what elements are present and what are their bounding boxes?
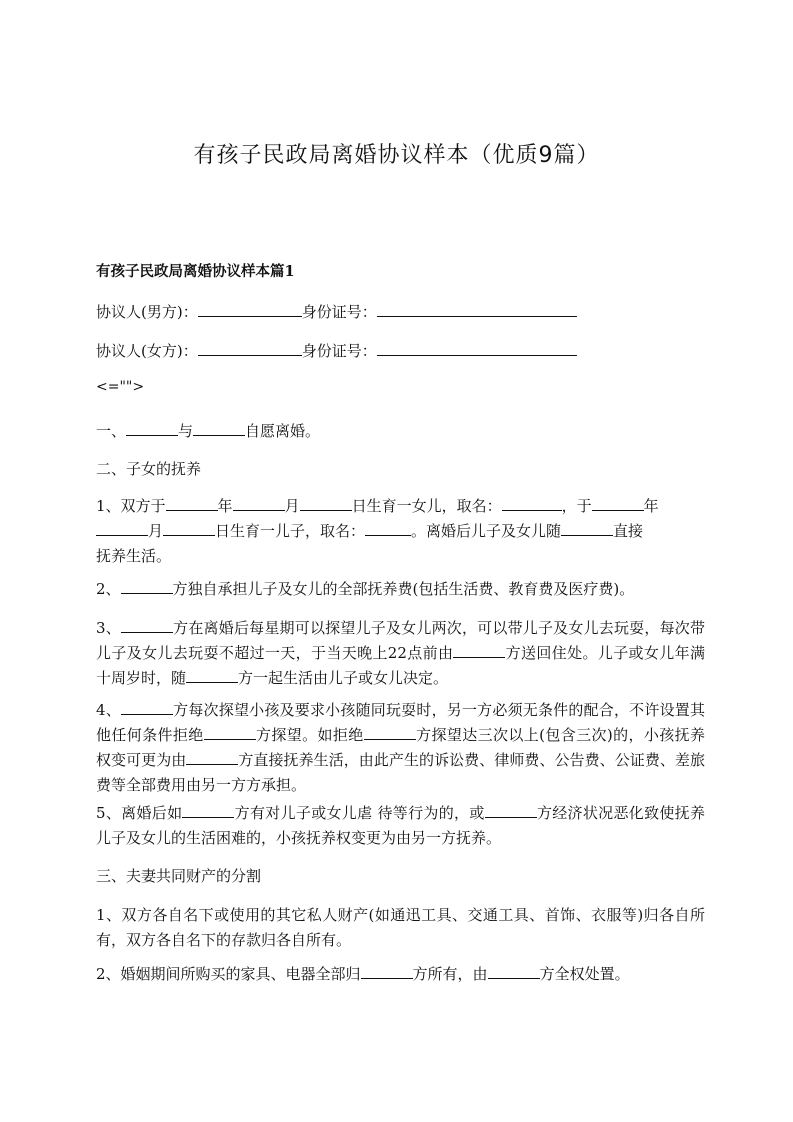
- stray-text: <="">: [96, 379, 145, 395]
- text-run: 方直接抚养生活，由此产生的诉讼费、律师费、公告费、公证费、差旅费等全部费用由另一方方承担。: [96, 751, 705, 794]
- text-run: ，于: [561, 497, 592, 515]
- fill-in-blank: [126, 421, 178, 436]
- text-run: 身份证号：: [301, 303, 377, 321]
- fill-in-blank: [121, 700, 173, 715]
- text-run: 5、离婚后如: [96, 804, 183, 822]
- text-run: 。离婚后儿子及女儿随: [411, 522, 562, 540]
- paragraph-1: [96, 494, 705, 569]
- fill-in-blank: [488, 964, 540, 979]
- paragraph-5: [96, 801, 705, 851]
- fill-in-blank: [361, 964, 413, 979]
- section-title: 有孩子民政局离婚协议样本篇1: [96, 263, 295, 280]
- text-run: 年: [217, 497, 233, 515]
- text-run: 方全权处置。: [539, 965, 630, 983]
- fill-in-blank: [166, 496, 218, 511]
- fill-in-blank: [300, 496, 352, 511]
- heading-2: 二、子女的抚养: [96, 460, 202, 478]
- text-run: 自愿离婚。: [245, 422, 321, 440]
- fill-in-blank: [233, 496, 285, 511]
- paragraph-3: [96, 616, 705, 691]
- text-run: 协议人(女方)：: [96, 342, 198, 360]
- female-id-blank: [377, 341, 577, 356]
- male-party-line: [96, 300, 705, 325]
- text-run: 直接: [613, 522, 644, 540]
- fill-in-blank: [163, 521, 215, 536]
- text-run: 方探望达三次以上(包含三次)的，小孩抚养权变可更为由: [96, 726, 705, 769]
- text-run: 方有对儿子或女儿虐 待等行为的，或: [234, 804, 485, 822]
- fill-in-blank: [502, 496, 562, 511]
- fill-in-blank: [182, 803, 234, 818]
- female-party-line: [96, 339, 705, 364]
- document-title: 有孩子民政局离婚协议样本（优质9篇）: [193, 143, 600, 168]
- text-run: 方探望。如拒绝: [255, 726, 364, 744]
- text-run: 协议人(男方)：: [96, 303, 198, 321]
- paragraph-6: 1、双方各自名下或使用的其它私人财产(如通迅工具、交通工具、首饰、衣服等)归各自所有，双方各自名下的存款归各自所有。: [96, 906, 705, 949]
- female-name-blank: [198, 341, 302, 356]
- text-run: 方送回住处。儿子或女儿年满十周岁时，随: [96, 644, 705, 687]
- text-run: 身份证号：: [301, 342, 377, 360]
- text-run: 方所有，由: [412, 965, 488, 983]
- fill-in-blank: [121, 618, 173, 633]
- fill-in-blank: [193, 421, 245, 436]
- text-run: 日生育一儿子，取名：: [215, 522, 366, 540]
- text-run: 2、婚姻期间所购买的家具、电器全部归: [96, 965, 361, 983]
- fill-in-blank: [485, 803, 537, 818]
- text-run: 方每次探望小孩及要求小孩随同玩耍时，另一方必须无条件的配合，不许设置其他任何条件拒绝: [96, 701, 705, 744]
- text-run: 3、: [96, 619, 121, 637]
- fill-in-blank: [364, 725, 416, 740]
- fill-in-blank: [365, 521, 411, 536]
- text-run: 方经济状况恶化致使抚养儿子及女儿的生活困难的，小孩抚养权变更为由另一方抚养。: [96, 804, 705, 847]
- text-run: 抚养生活。: [96, 547, 172, 565]
- text-run: 方一起生活由儿子或女儿决定。: [238, 669, 449, 687]
- paragraph-2: [96, 577, 705, 602]
- text-run: 日生育一女儿，取名：: [351, 497, 502, 515]
- heading-3: 三、夫妻共同财产的分割: [96, 867, 262, 885]
- text-run: 一、: [96, 422, 127, 440]
- text-run: 年: [643, 497, 659, 515]
- fill-in-blank: [561, 521, 613, 536]
- fill-in-blank: [186, 668, 238, 683]
- paragraph-4: [96, 698, 705, 798]
- text-run: 与: [178, 422, 194, 440]
- text-run: 1、双方于: [96, 497, 166, 515]
- male-name-blank: [198, 302, 302, 317]
- text-run: 4、: [96, 701, 121, 719]
- text-run: 方独自承担儿子及女儿的全部抚养费(包括生活费、教育费及医疗费)。: [172, 580, 635, 598]
- fill-in-blank: [96, 521, 148, 536]
- male-id-blank: [377, 302, 577, 317]
- text-run: 月: [148, 522, 164, 540]
- fill-in-blank: [121, 579, 173, 594]
- fill-in-blank: [186, 750, 238, 765]
- text-run: 2、: [96, 580, 121, 598]
- fill-in-blank: [204, 725, 256, 740]
- fill-in-blank: [453, 643, 505, 658]
- clause-1: [96, 419, 705, 444]
- text-run: 方在离婚后每星期可以探望儿子及女儿两次，可以带儿子及女儿去玩耍，每次带儿子及女儿去玩耍不超过一天，于当天晚上22点前由: [96, 619, 705, 662]
- fill-in-blank: [592, 496, 644, 511]
- paragraph-7: [96, 962, 705, 987]
- text-run: 月: [284, 497, 300, 515]
